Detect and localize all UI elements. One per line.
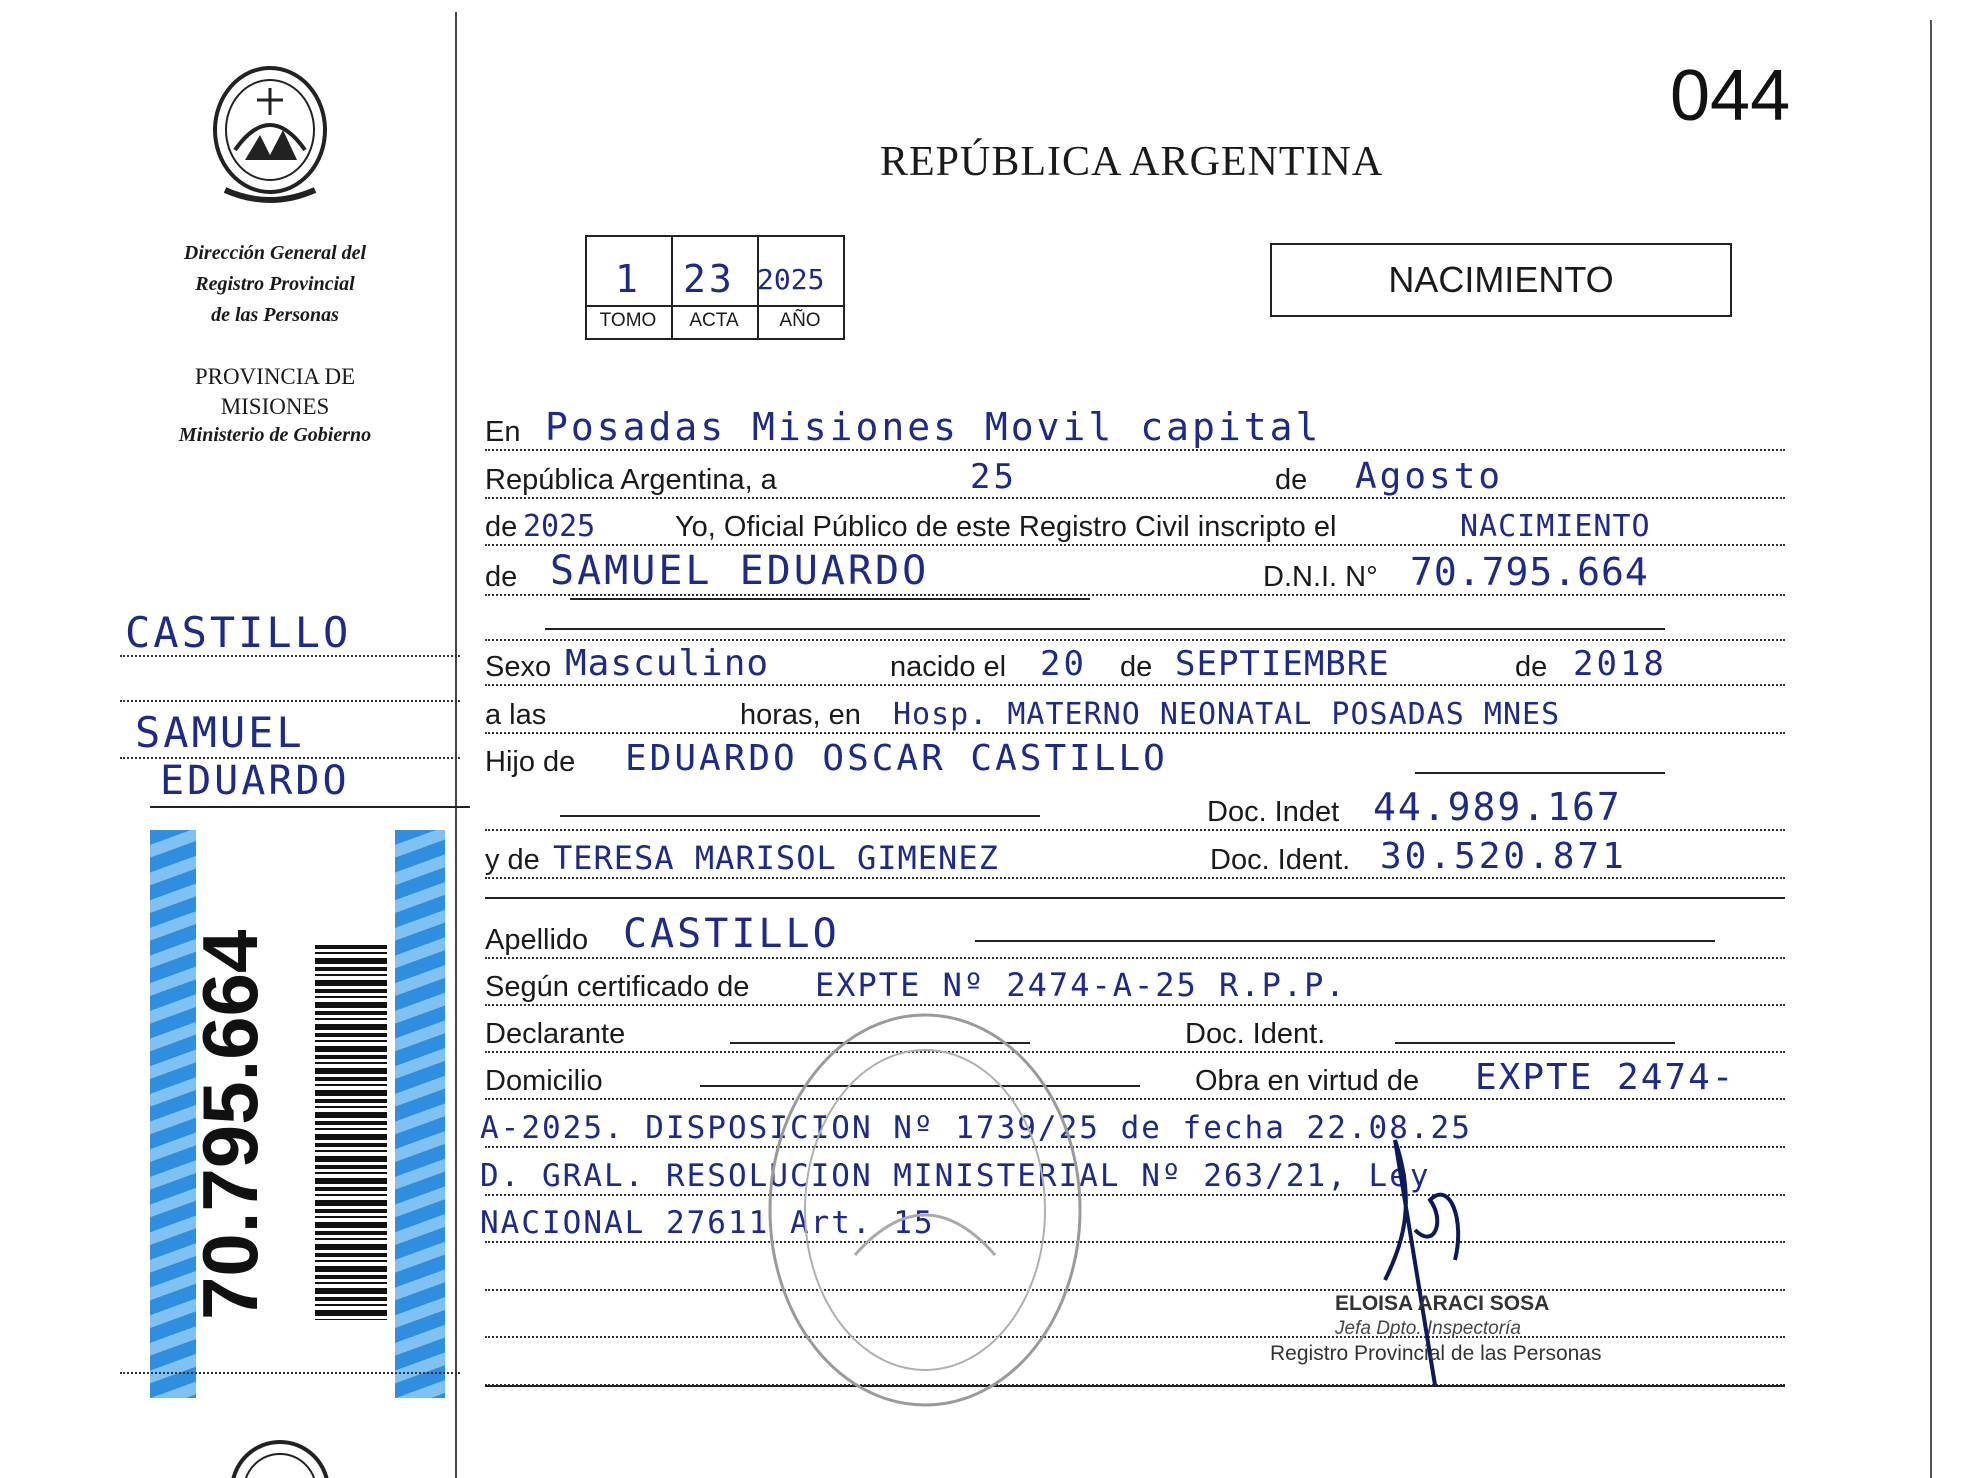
- de3-label: de: [1120, 651, 1153, 683]
- record-type: NACIMIENTO: [1388, 259, 1614, 300]
- mother-doc: 30.520.871: [1380, 836, 1627, 877]
- day-value: 25: [970, 457, 1017, 497]
- apellido-underline: [975, 940, 1715, 942]
- sidebar-given-name-2: EDUARDO: [160, 758, 350, 804]
- dni-label: D.N.I. N°: [1263, 561, 1378, 593]
- sexo-label: Sexo: [485, 651, 552, 683]
- signature-title: Jefa Dpto. Inspectoría: [1335, 1318, 1521, 1339]
- obra-label: Obra en virtud de: [1195, 1065, 1420, 1097]
- birth-day: 20: [1040, 644, 1087, 684]
- birth-month: SEPTIEMBRE: [1175, 644, 1390, 684]
- row-note-1: [480, 1110, 1785, 1152]
- declarante-label: Declarante: [485, 1018, 626, 1050]
- row-padre: [485, 738, 1785, 785]
- province-name: [150, 362, 400, 422]
- row-note-3: [480, 1205, 1785, 1247]
- sticker-blue-band-right: [395, 830, 445, 1398]
- certificado-label: Según certificado de: [485, 971, 750, 1003]
- note-1: A-2025. DISPOSICION Nº 1739/25 de fecha 22.08.25: [480, 1110, 1472, 1146]
- sexo-value: Masculino: [565, 643, 770, 684]
- institution-line-3: de las Personas: [211, 304, 339, 326]
- apellido-label: Apellido: [485, 924, 589, 956]
- sticker-barcode: [315, 945, 387, 1320]
- sticker-number: 70.795.664: [186, 929, 274, 1320]
- de2-label: de: [485, 561, 518, 593]
- row-en: [485, 405, 1785, 455]
- signature-office: Registro Provincial de las Personas: [1270, 1342, 1602, 1365]
- province-line-2: MISIONES: [220, 394, 330, 419]
- row-blank-2: [485, 1255, 1785, 1295]
- row-lugar: [485, 698, 1785, 738]
- dni-value: 70.795.664: [1410, 550, 1649, 594]
- a-las-label: a las: [485, 699, 547, 731]
- name-underline: [570, 598, 1090, 600]
- bottom-line: [485, 1385, 1785, 1387]
- row-apellido: [485, 911, 1785, 963]
- note-2: D. GRAL. RESOLUCION MINISTERIAL Nº 263/21, Ley: [480, 1158, 1431, 1194]
- year-label: de: [485, 511, 518, 543]
- institution-name: [150, 238, 400, 331]
- place-value: Hosp. MATERNO NEONATAL POSADAS MNES: [893, 697, 1561, 732]
- sidebar-dotted-line-4: [120, 1372, 460, 1374]
- doc-ident-label: Doc. Ident.: [1210, 844, 1351, 876]
- republica-label: República Argentina, a: [485, 464, 777, 496]
- row-certificado: [485, 966, 1785, 1010]
- obra-value: EXPTE 2474-: [1475, 1057, 1736, 1098]
- horas-label: horas, en: [740, 699, 861, 731]
- record-type-box: [1270, 243, 1732, 317]
- doc-ident2-label: Doc. Ident.: [1185, 1018, 1326, 1050]
- signature-name: ELOISA ARACI SOSA: [1335, 1292, 1550, 1315]
- institution-line-2: Registro Provincial: [195, 273, 355, 295]
- provincial-crest: [205, 60, 335, 210]
- row-blank-3: [485, 1302, 1785, 1342]
- country-title: REPÚBLICA ARGENTINA: [880, 139, 1384, 185]
- de4-label: de: [1515, 651, 1548, 683]
- nacido-label: nacido el: [890, 651, 1007, 683]
- row-domicilio: [485, 1057, 1785, 1104]
- doc-ident2-underline: [1395, 1042, 1675, 1044]
- father-doc-underline: [560, 815, 1040, 817]
- note-3: NACIONAL 27611 Art. 15: [480, 1205, 935, 1241]
- province-line-1: PROVINCIA DE: [194, 364, 356, 389]
- row-note-2: [480, 1158, 1785, 1200]
- yo-label: Yo, Oficial Público de este Registro Civil inscripto el: [675, 511, 1337, 543]
- provincial-crest-bottom: [225, 1440, 335, 1478]
- row-nombre: [485, 548, 1785, 600]
- name-value: SAMUEL EDUARDO: [550, 548, 930, 594]
- row-inscripto: [485, 510, 1785, 550]
- row-blank-1: [485, 605, 1785, 645]
- sidebar-underline: [150, 806, 470, 808]
- apellido-value: CASTILLO: [623, 911, 840, 957]
- dni-sticker: [150, 830, 445, 1398]
- sidebar-surname: CASTILLO: [125, 608, 352, 657]
- father-underline: [1415, 772, 1665, 774]
- en-value: Posadas Misiones Movil capital: [545, 405, 1322, 449]
- section-divider: [485, 897, 1785, 899]
- page-right-edge: [1930, 20, 1932, 1478]
- year-value: 2025: [523, 509, 596, 544]
- ano-value: 2025: [757, 263, 825, 296]
- tomo-value: 1: [615, 257, 641, 301]
- father-doc: 44.989.167: [1373, 785, 1622, 829]
- acta-value: 23: [683, 257, 735, 301]
- acta-label: ACTA: [689, 310, 739, 331]
- institution-line-1: Dirección General del: [183, 242, 367, 264]
- sidebar-given-name-1: SAMUEL: [135, 708, 305, 757]
- mother-value: TERESA MARISOL GIMENEZ: [553, 839, 999, 877]
- father-value: EDUARDO OSCAR CASTILLO: [625, 738, 1168, 779]
- hijo-label: Hijo de: [485, 746, 576, 778]
- y-de-label: y de: [485, 844, 540, 876]
- record-number: 044: [1670, 56, 1791, 136]
- row-madre: [485, 836, 1785, 883]
- row-sexo: [485, 643, 1785, 690]
- certificado-value: EXPTE Nº 2474-A-25 R.P.P.: [815, 966, 1347, 1004]
- sidebar-dotted-line-2: [120, 700, 460, 702]
- registry-box: [585, 235, 845, 340]
- en-label: En: [485, 416, 521, 448]
- birth-year: 2018: [1573, 644, 1667, 684]
- blank-row-underline: [545, 628, 1665, 630]
- registry-box-divider: [585, 305, 843, 307]
- tomo-label: TOMO: [599, 310, 657, 331]
- doc-indet-label: Doc. Indet: [1207, 796, 1340, 828]
- inscripto-value: NACIMIENTO: [1460, 509, 1651, 544]
- ano-label: AÑO: [779, 310, 821, 331]
- month-value: Agosto: [1355, 456, 1504, 497]
- de-label: de: [1275, 464, 1308, 496]
- row-declarante: [485, 1017, 1785, 1057]
- row-fecha: [485, 456, 1785, 503]
- sidebar-divider: [455, 12, 457, 1478]
- ministry-name: Ministerio de Gobierno: [178, 424, 372, 446]
- domicilio-label: Domicilio: [485, 1065, 603, 1097]
- official-seal: [760, 1005, 1090, 1415]
